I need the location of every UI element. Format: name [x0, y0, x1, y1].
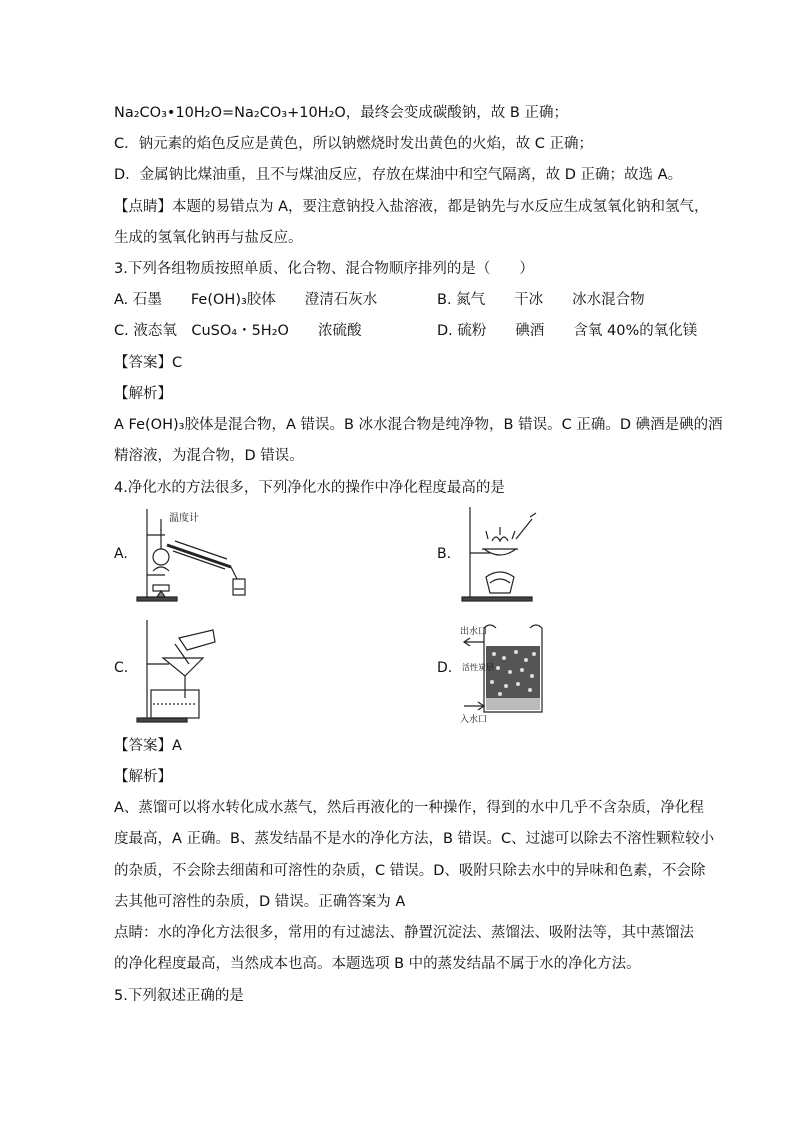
question-5: 5.下列叙述正确的是 [114, 988, 244, 1004]
inlet-label: 入水口 [460, 715, 488, 725]
option-d: D. 硫粉 碘酒 含氧 40%的氧化镁 [437, 323, 698, 339]
option-a: A. 石墨 Fe(OH)₃胶体 澄清石灰水 [114, 292, 378, 308]
text-line: D．金属钠比煤油重，且不与煤油反应，存放在煤油中和空气隔离，故 D 正确；故选 A。 [114, 167, 683, 183]
distillation-figure [135, 505, 255, 605]
thermometer-label: 温度计 [169, 513, 199, 524]
filtration-figure [135, 618, 225, 724]
analysis-text: 度最高，A 正确。B、蒸发结晶不是水的净化方法，B 错误。C、过滤可以除去不溶性颗粒较小 [114, 831, 715, 847]
option-b: B. 氮气 干冰 冰水混合物 [437, 292, 645, 308]
analysis-text: 去其他可溶性的杂质，D 错误。正确答案为 A [114, 894, 406, 910]
analysis-text: 精溶液，为混合物，D 错误。 [114, 448, 304, 464]
note-line: 【点睛】本题的易错点为 A，要注意钠投入盐溶液，都是钠先与水反应生成氢氧化钠和氢气， [114, 199, 709, 215]
question-3: 3.下列各组物质按照单质、化合物、混合物顺序排列的是（ ） [114, 261, 534, 277]
outlet-label: 出水口 [460, 627, 488, 637]
analysis-heading: 【解析】 [114, 769, 172, 785]
text-line: C．钠元素的焰色反应是黄色，所以钠燃烧时发出黄色的火焰，故 C 正确； [114, 136, 593, 152]
tip-text: 的净化程度最高，当然成本也高。本题选项 B 中的蒸发结晶不属于水的净化方法。 [114, 956, 641, 972]
evaporation-figure [460, 505, 550, 605]
question-4: 4.净化水的方法很多，下列净化水的操作中净化程度最高的是 [114, 480, 505, 496]
figure-b-label: B. [437, 546, 452, 562]
tip-text: 点睛：水的净化方法很多，常用的有过滤法、静置沉淀法、蒸馏法、吸附法等，其中蒸馏法 [114, 925, 694, 941]
figure-c-label: C. [114, 660, 129, 676]
analysis-text: A、蒸馏可以将水转化成水蒸气，然后再液化的一种操作，得到的水中几乎不含杂质，净化程 [114, 800, 704, 816]
figure-d-label: D. [437, 660, 453, 676]
option-c: C. 液态氧 CuSO₄・5H₂O 浓硫酸 [114, 323, 362, 339]
text-line: Na₂CO₃•10H₂O=Na₂CO₃+10H₂O，最终会变成碳酸钠，故 B 正确； [114, 105, 568, 121]
answer: 【答案】A [114, 738, 182, 754]
carbon-label: 活性炭层 [462, 663, 494, 672]
note-line: 生成的氢氧化钠再与盐反应。 [114, 230, 303, 246]
analysis-text: 的杂质，不会除去细菌和可溶性的杂质，C 错误。D、吸附只除去水中的异味和色素，不会除 [114, 863, 706, 879]
adsorption-figure [460, 620, 560, 728]
analysis-text: A Fe(OH)₃胶体是混合物，A 错误。B 冰水混合物是纯净物，B 错误。C 正确。D 碘酒是碘的酒 [114, 417, 723, 433]
analysis-heading: 【解析】 [114, 386, 172, 402]
answer: 【答案】C [114, 355, 183, 371]
figure-a-label: A. [114, 546, 128, 562]
